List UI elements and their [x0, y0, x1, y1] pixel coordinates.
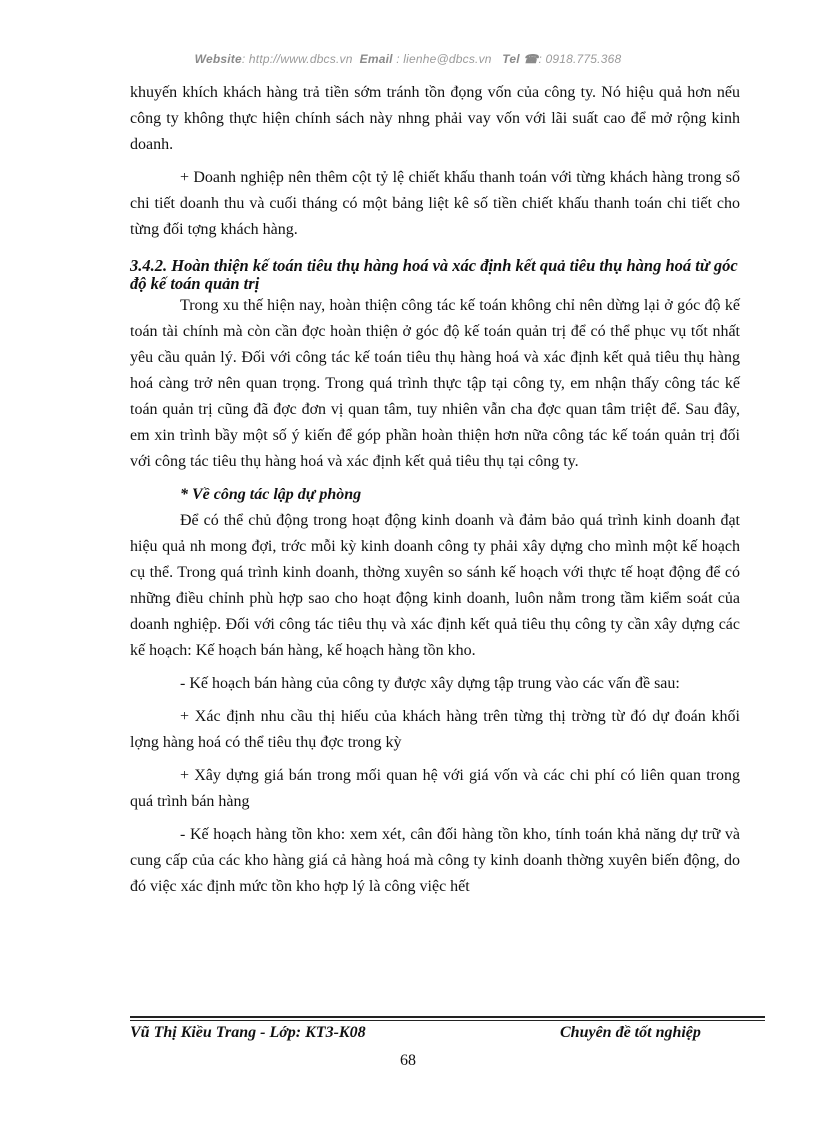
header-contact-line: [0, 52, 816, 66]
subsection-heading: [130, 482, 740, 508]
footer-divider: [130, 1020, 765, 1021]
section-heading: 3.4.2. Hoàn thiện kế toán tiêu thụ hàng hoá và xác định kết quả tiêu thụ hàng hoá từ góc độ kế toán quản trị: [130, 256, 738, 293]
footer-author: Vũ Thị Kiều Trang - Lớp: KT3-K08: [130, 1024, 366, 1041]
website-label: Website: [194, 52, 242, 66]
paragraph: + Xây dựng giá bán trong mối quan hệ với giá vốn và các chi phí có liên quan trong quá trình bán hàng: [130, 767, 740, 810]
paragraph: - Kế hoạch hàng tồn kho: xem xét, cân đối hàng tồn kho, tính toán khả năng dự trữ và cung cấp của các kho hàng giá cả hàng hoá mà công ty kinh doanh thờng xuyên biến động, do đó việc xác định mức tồn kho hợp lý là công việc hết: [130, 826, 740, 895]
paragraph: - Kế hoạch bán hàng của công ty được xây dựng tập trung vào các vấn đề sau:: [180, 675, 680, 692]
tel-value: : 0918.775.368: [538, 52, 622, 66]
email-label: Email: [359, 52, 393, 66]
tel-label: Tel ☎: [502, 52, 539, 66]
paragraph: khuyến khích khách hàng trả tiền sớm tránh tồn đọng vốn của công ty. Nó hiệu quả hơn nếu công ty không thực hiện chính sách này nhng phải vay vốn với lãi suất cao để mở rộng kinh doanh.: [130, 84, 740, 153]
body-text: [130, 80, 740, 900]
paragraph: + Doanh nghiệp nên thêm cột tỷ lệ chiết khấu thanh toán với từng khách hàng trong sổ chi tiết doanh thu và cuối tháng có một bảng liệt kê số tiền chiết khấu thanh toán chi tiết cho từng đối tợng khách hàng.: [130, 169, 740, 238]
paragraph: Để có thể chủ động trong hoạt động kinh doanh và đảm bảo quá trình kinh doanh đạt hiệu quả nh mong đợi, trớc mỗi kỳ kinh doanh công ty phải xây dựng cho mình một kế hoạch cụ thể. Trong quá trình kinh doanh, thờng xuyên so sánh kế hoạch với thực tế hoạt động để có những điều chỉnh phù hợp sao cho hoạt động kinh doanh, luôn nằm trong tầm kiểm soát của doanh nghiệp. Đối với công tác tiêu thụ và xác định kết quả tiêu thụ công ty cần xây dựng các kế hoạch: Kế hoạch bán hàng, kế hoạch hàng tồn kho.: [130, 512, 740, 659]
page-number: 68: [400, 1052, 416, 1069]
email-value: : lienhe@dbcs.vn: [396, 52, 492, 66]
subsection-heading-text: * Về công tác lập dự phòng: [180, 486, 362, 503]
paragraph: Trong xu thế hiện nay, hoàn thiện công tác kế toán không chỉ nên dừng lại ở góc độ kế toán tài chính mà còn cần đợc hoàn thiện ở góc độ kế toán quản trị để có thể phục vụ tốt nhất yêu cầu quản lý. Đối với công tác kế toán tiêu thụ hàng hoá và xác định kết quả tiêu thụ hàng hoá càng trở nên quan trọng. Trong quá trình thực tập tại công ty, em nhận thấy công tác kế toán quản trị cũng đã đợc đơn vị quan tâm, tuy nhiên vẫn cha đợc quan tâm triệt để. Sau đây, em xin trình bầy một số ý kiến để góp phần hoàn thiện hơn nữa công tác kế toán quản trị đối với công tác tiêu thụ hàng hoá và xác định kết quả tiêu thụ tại công ty.: [130, 297, 740, 470]
footer-document-type: Chuyên đề tốt nghiệp: [560, 1024, 701, 1041]
website-value: : http://www.dbcs.vn: [241, 52, 353, 66]
footer-divider: [130, 1016, 765, 1018]
paragraph: + Xác định nhu cầu thị hiếu của khách hàng trên từng thị trờng từ đó dự đoán khối lợng hàng hoá có thể tiêu thụ đợc trong kỳ: [130, 708, 740, 751]
